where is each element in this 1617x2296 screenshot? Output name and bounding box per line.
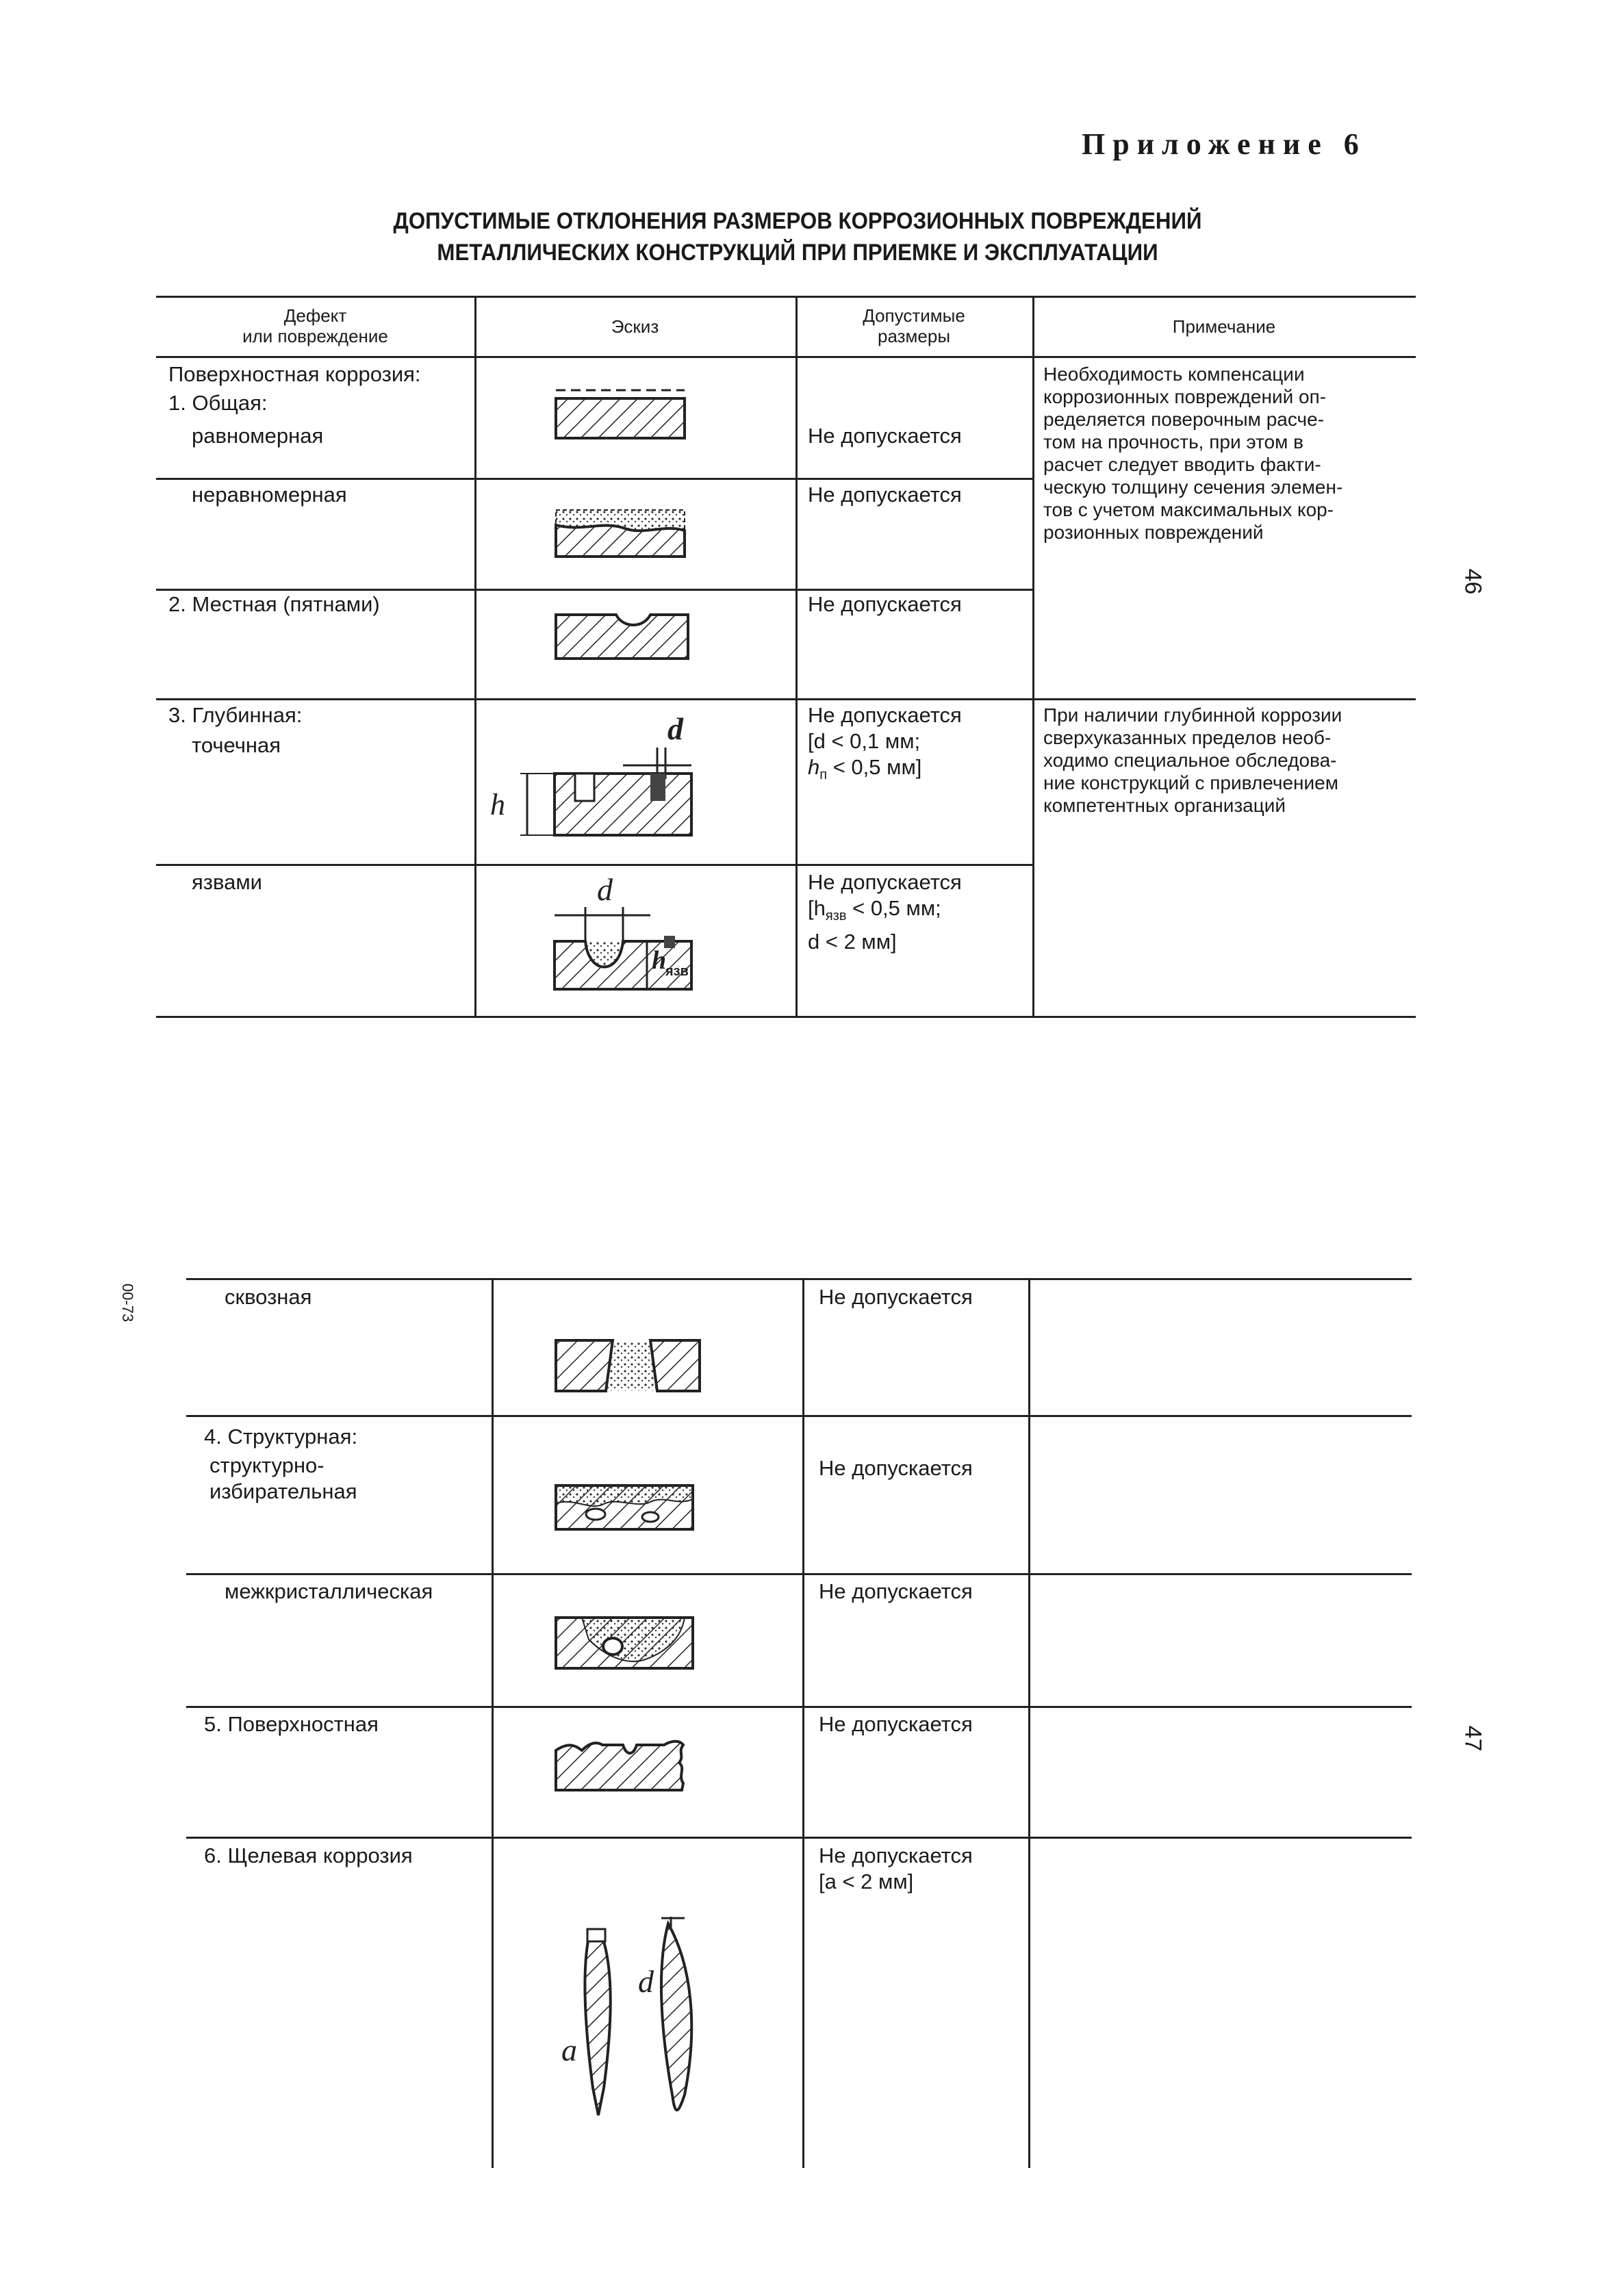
table-rule [156,296,1416,298]
note-compensation: Необходимость компенсации коррозионных повреждений оп- ределяется поверочным расче- том на прочность, при этом в расчет следует вводить факти- ческую толщину сечения элемен- тов с учетом максимальных кор- розионных повреждений [1043,363,1343,543]
label-h: h [490,788,505,821]
sketch-nonuniform [548,503,712,565]
table-rule [186,1415,1412,1417]
page-title [303,205,1292,268]
row-surface: Поверхностная коррозия: [168,362,421,386]
label-d: d [597,872,613,907]
table-col-rule [474,296,476,1017]
table-rule [156,478,1032,480]
table-col-rule [1032,296,1034,1017]
table-rule [156,1016,1416,1018]
table-rule [186,1706,1412,1708]
label-d: d [667,711,683,746]
row-local: 2. Местная (пятнами) [168,592,380,616]
allowed-selective: Не допускается [819,1456,973,1480]
appendix-label: Приложение 6 [1082,127,1366,161]
header-note: Примечание [1172,316,1276,337]
sketch-crevice [548,1910,726,2136]
row-ulcer: язвами [192,870,262,894]
table-rule [186,1573,1412,1575]
row-nonuniform: неравномерная [192,483,347,507]
allowed-pitting: Не допускается [d < 0,1 мм; $h_п < 0,5$ мм] [808,703,962,783]
label-d: d [638,1964,654,1999]
page-number-46: 46 [1460,568,1486,595]
sketch-through [548,1335,712,1396]
sketch-local [548,602,712,671]
row-structural: 4. Структурная: [204,1425,358,1449]
row-intergranular: межкристаллическая [225,1579,433,1603]
page-number-47: 47 [1460,1725,1486,1752]
table-rule [156,356,1416,358]
allowed-local: Не допускается [808,592,962,616]
row-selective: структурно- избирательная [209,1453,357,1503]
side-mark: 00-73 [119,1283,137,1323]
allowed-uniform: Не допускается [808,424,962,448]
table-col-rule [1028,1278,1030,2168]
label-a: a [561,2032,577,2067]
label-hyazv-sub: язв [665,964,689,979]
table-rule [156,589,1032,591]
sketch-uniform [548,383,712,445]
header-defect: Дефект или повреждение [242,305,388,346]
row-deep: 3. Глубинная: [168,703,303,727]
allowed-through: Не допускается [819,1285,973,1309]
row-through: сквозная [225,1285,312,1309]
label-hyazv: h [652,946,667,975]
row-surface5: 5. Поверхностная [204,1712,379,1736]
table-col-rule [802,1278,804,2168]
header-allowed: Допустимые размеры [863,305,965,346]
row-uniform: равномерная [192,424,324,448]
allowed-crevice: Не допускается [a < 2 мм] [819,1844,973,1893]
sketch-selective [548,1479,712,1533]
row-general: 1. Общая: [168,391,268,415]
sketch-ulcer [520,873,726,1010]
table-rule [186,1278,1412,1280]
allowed-ulcer: Не допускается [$h_{язв} < 0,5$ мм; d < 2 мм] [808,870,962,954]
title-line-1: ДОПУСТИМЫЕ ОТКЛОНЕНИЯ РАЗМЕРОВ КОРРОЗИОННЫХ ПОВРЕЖДЕНИЙ [393,208,1202,234]
row-crevice: 6. Щелевая коррозия [204,1844,413,1867]
table-rule [156,698,1416,700]
allowed-surface5: Не допускается [819,1712,973,1736]
note-deep-corrosion: При наличии глубинной коррозии сверхуказанных пределов необ- ходимо специальное обследова- ние конструкций с привлечением компетентных организаций [1043,704,1342,816]
table-rule [156,864,1032,866]
allowed-intergranular: Не допускается [819,1579,973,1603]
sketch-intergranular [548,1612,712,1674]
table-col-rule [795,296,798,1017]
sketch-pitting [486,705,787,863]
title-line-2: МЕТАЛЛИЧЕСКИХ КОНСТРУКЦИЙ ПРИ ПРИЕМКЕ И ЭКСПЛУАТАЦИИ [437,240,1158,266]
table-rule [186,1837,1412,1839]
row-pitting: точечная [192,733,281,757]
sketch-surface5 [548,1735,712,1797]
header-sketch: Эскиз [611,316,659,337]
allowed-nonuniform: Не допускается [808,483,962,507]
table-col-rule [492,1278,494,2168]
